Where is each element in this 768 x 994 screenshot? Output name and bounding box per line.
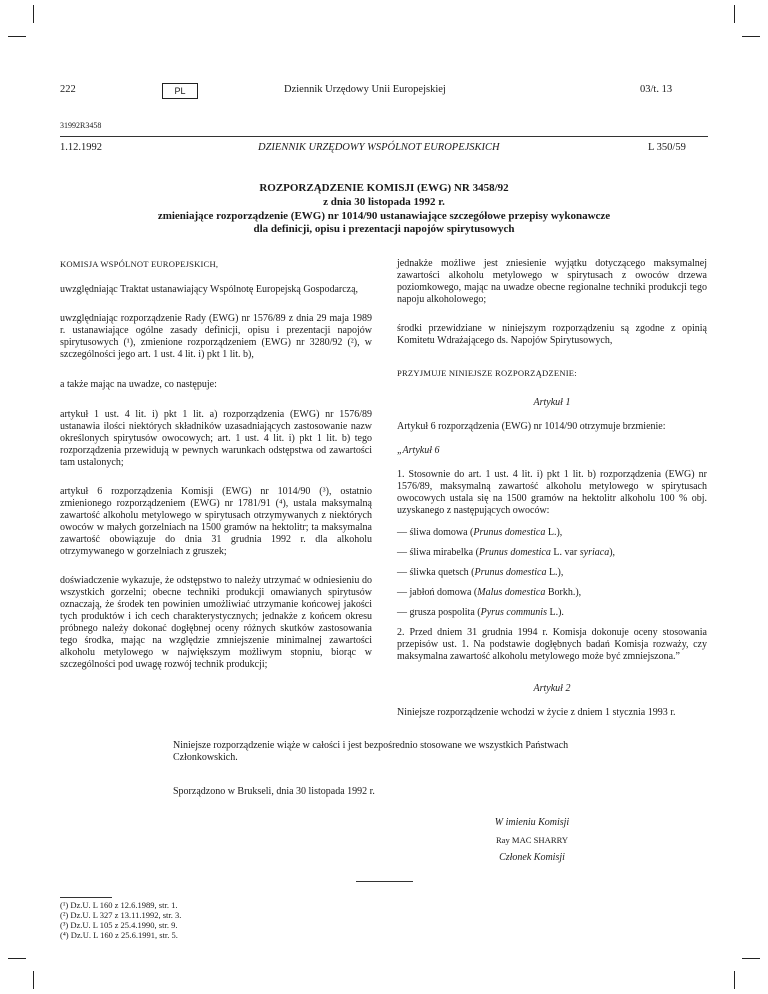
article-6-heading: „Artykuł 6	[397, 445, 440, 456]
article-6-paragraph-2: 2. Przed dniem 31 grudnia 1994 r. Komisja dokonuje oceny stosowania przepisów ust. 1. Na podstawie dogłębnych badań Komisja rozważy, czy maksymalna zawartość alkoholu metylowego może być zmniejszona.”	[397, 627, 707, 662]
regulation-subject-line1: zmieniające rozporządzenie (EWG) nr 1014/90 ustanawiające szczegółowe przepisy wykonawcze	[157, 210, 611, 222]
regulation-subject-line2: dla definicji, opisu i prezentacji napojów spirytusowych	[253, 223, 515, 235]
right-column	[397, 258, 707, 730]
crop-mark	[8, 36, 26, 37]
footnote: (¹) Dz.U. L 160 z 12.6.1989, str. 1.	[60, 900, 178, 910]
page-number: 222	[60, 84, 76, 95]
crop-mark	[734, 971, 735, 989]
fruit-list	[397, 527, 707, 619]
crop-mark	[734, 5, 735, 23]
done-at: Sporządzono w Brukseli, dnia 30 listopada 1992 r.	[173, 786, 375, 797]
recital-4: jednakże możliwe jest zniesienie wyjątku dotyczącego maksymalnej zawartości alkoholu metylowego w spirytusach z owoców drzewa poziomkowego, mając na uwadze obecne regionalne techniki produkcji tego napoju alkoholowego;	[397, 258, 707, 305]
crop-mark	[742, 958, 760, 959]
article-1-text: Artykuł 6 rozporządzenia (EWG) nr 1014/90 otrzymuje brzmienie:	[397, 421, 666, 432]
binding-clause: Niniejsze rozporządzenie wiąże w całości i jest bezpośrednio stosowane we wszystkich Państwach Członkowskich.	[173, 740, 569, 763]
celex-number: 31992R3458	[60, 121, 102, 130]
list-item: — jabłoń domowa (Malus domestica Borkh.),	[397, 587, 582, 598]
volume-label: 03/t. 13	[640, 84, 673, 95]
left-column	[60, 258, 372, 682]
list-item: — śliwa mirabelka (Prunus domestica L. var syriaca),	[397, 547, 616, 558]
article-2-heading: Artykuł 2	[533, 683, 571, 694]
footnote: (²) Dz.U. L 327 z 13.11.1992, str. 3.	[60, 910, 182, 920]
original-journal: DZIENNIK URZĘDOWY WSPÓLNOT EUROPEJSKICH	[258, 142, 500, 153]
crop-mark	[742, 36, 760, 37]
footnote-rule	[60, 897, 112, 898]
on-behalf: W imieniu Komisji	[494, 817, 570, 828]
adopts-statement: PRZYJMUJE NINIEJSZE ROZPORZĄDZENIE:	[397, 368, 577, 378]
recital-council-regulation: uwzględniając rozporządzenie Rady (EWG) nr 1576/89 z dnia 29 maja 1989 r. ustanawiające ogólne zasady definicji, opisu i prezentacji napojów spirytusowych (¹), zmienione rozporządzeniem (EWG) nr 3280/92 (²), w szczególności jego art. 1 ust. 4 lit. i) pkt 1 lit. b),	[60, 313, 372, 360]
list-item: — śliwka quetsch (Prunus domestica L.),	[397, 567, 564, 578]
regulation-title: ROZPORZĄDZENIE KOMISJI (EWG) NR 3458/92	[259, 182, 509, 194]
crop-mark	[8, 958, 26, 959]
signatory: Ray MAC SHARRY	[495, 835, 569, 845]
recital-2: artykuł 6 rozporządzenia Komisji (EWG) nr 1014/90 (³), ostatnio zmienionego rozporządzeniem (EWG) nr 1781/91 (⁴), ustala maksymalną zawartość alkoholu metylowego w spirytusach otrzymywanych z niektórych owoców w małych gorzelniach na 1500 gramów na hektolitr; ta maksymalna zawartość obowiązuje do dnia 31 grudnia 1992 r. dla alkoholu otrzymywanego w gorzelniach z gruszek;	[60, 486, 372, 557]
list-item: — grusza pospolita (Pyrus communis L.).	[397, 607, 564, 618]
signatory-role: Członek Komisji	[499, 852, 565, 863]
regulation-date: z dnia 30 listopada 1992 r.	[323, 196, 445, 208]
original-reference: L 350/59	[648, 142, 686, 153]
language-code-box: PL	[162, 83, 198, 99]
recital-treaty: uwzględniając Traktat ustanawiający Wspólnotę Europejską Gospodarczą,	[60, 284, 359, 295]
list-item: — śliwa domowa (Prunus domestica L.),	[397, 527, 563, 538]
footnotes	[60, 900, 181, 940]
journal-title: Dziennik Urzędowy Unii Europejskiej	[284, 84, 446, 95]
recital-whereas: a także mając na uwadze, co następuje:	[60, 379, 217, 390]
recital-1: artykuł 1 ust. 4 lit. i) pkt 1 lit. a) rozporządzenia (EWG) nr 1576/89 ustanawia ilości niektórych składników uzasadniających zastosowanie nazw określonych spirytusów owocowych; art. 1 ust. 4 lit. i) pkt 1 lit. b) tego rozporządzenia przewidują w pewnych warunkach odstępstwa od zawartości tam ustalonych;	[60, 409, 372, 468]
crop-mark	[33, 971, 34, 989]
crop-mark	[33, 5, 34, 23]
article-6-paragraph-1: 1. Stosownie do art. 1 ust. 4 lit. i) pkt 1 lit. b) rozporządzenia (EWG) nr 1576/89, maksymalną zawartość alkoholu metylowego w spirytusach owocowych ustala się na 1500 gramów na hektolitr alkoholu 100 % obj. uzyskanego z następujących owoców:	[397, 469, 707, 516]
article-2-text: Niniejsze rozporządzenie wchodzi w życie z dniem 1 stycznia 1993 r.	[397, 707, 676, 718]
recital-3: doświadczenie wykazuje, że odstępstwo to należy utrzymać w odniesieniu do wszystkich gorzelni; obecne techniki produkcji omawianych spirytusów oznaczają, że środek ten powinien umożliwiać utrzymanie końcowej jakości tych produktów i ich cech charakterystycznych; jednakże z końcem okresu próbnego należy dokonać dogłębnej oceny różnych skutków zastosowania tego środka, mając na względzie zmniejszenie minimalnej zawartości alkoholu metylowego w największym możliwym stopniu, biorąc w szczególności pod uwagę rozwój technik produkcji;	[60, 575, 372, 670]
footnote: (⁴) Dz.U. L 160 z 25.6.1991, str. 5.	[60, 930, 178, 940]
footnote: (³) Dz.U. L 105 z 25.4.1990, str. 9.	[60, 920, 178, 930]
original-date: 1.12.1992	[60, 142, 102, 153]
divider	[356, 881, 413, 882]
article-1-heading: Artykuł 1	[533, 397, 571, 408]
header-rule	[60, 136, 708, 137]
issuing-body: KOMISJA WSPÓLNOT EUROPEJSKICH,	[60, 259, 219, 269]
recital-5: środki przewidziane w niniejszym rozporządzeniu są zgodne z opinią Komitetu Wdrażającego ds. Napojów Spirytusowych,	[397, 323, 707, 346]
